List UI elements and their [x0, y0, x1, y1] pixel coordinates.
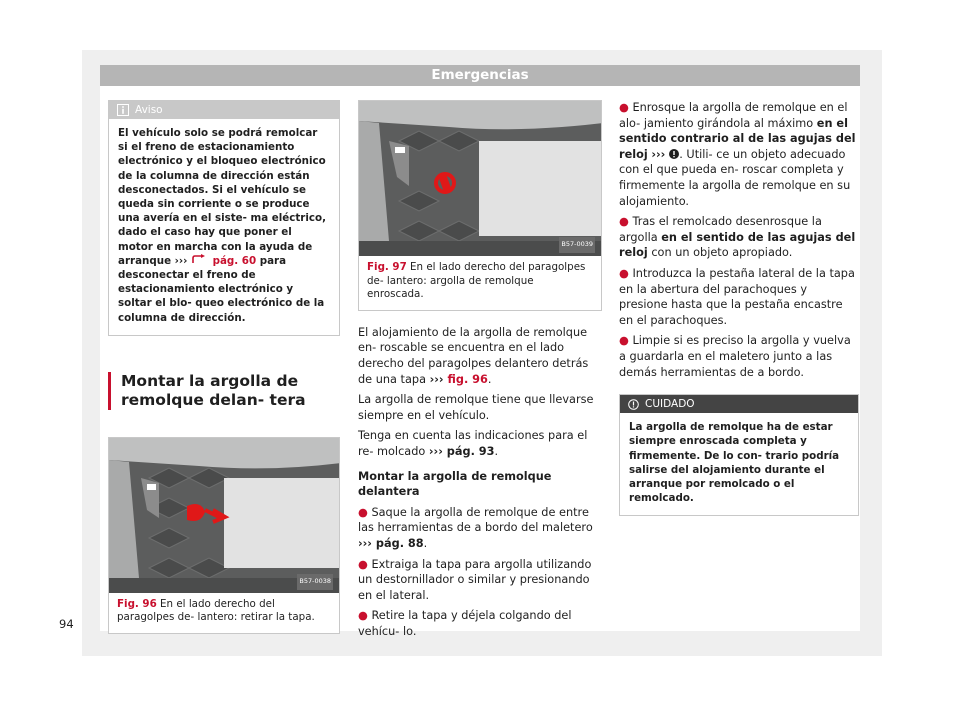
link-caution[interactable] — [651, 148, 679, 161]
step-3-text: Retire la tapa y déjela colgando del vehícu- lo. — [358, 609, 572, 638]
caution-header — [620, 395, 858, 413]
step-7-text: Limpie si es preciso la argolla y vuelva a guardarla en el maletero junto a las demás herramientas de a bordo. — [619, 334, 851, 379]
figure-96 — [108, 437, 340, 634]
figure-97-image — [359, 101, 601, 256]
step-4 — [619, 100, 859, 209]
caution-icon — [669, 149, 679, 159]
arrow-ref-icon — [191, 254, 209, 265]
figure-97-label: Fig. 97 — [367, 261, 407, 273]
info-icon — [117, 104, 129, 116]
step-6 — [619, 266, 859, 328]
step-5-bold: en el sentido de las agujas del reloj — [619, 230, 856, 260]
step-4-bold: en el sentido contrario al de las agujas del reloj — [619, 116, 856, 161]
paragraph-3-end: . — [494, 444, 499, 458]
link-fig-96-text: fig. 96 — [447, 372, 488, 386]
step-1-text: Saque la argolla de remolque de entre las herramientas de a bordo del maletero — [358, 505, 593, 535]
paragraph-3-text: Tenga en cuenta las indicaciones para el re- molcado — [358, 429, 588, 458]
section-heading: Montar la argolla de remolque delan- tera — [108, 372, 340, 410]
paragraph-1-end: . — [487, 372, 492, 386]
step-5-text: Tras el remolcado desenrosque la argolla — [619, 215, 822, 244]
figure-97-code: B57-0039 — [559, 237, 595, 253]
aviso-box — [108, 100, 340, 336]
left-column — [108, 100, 340, 634]
caution-text: La argolla de remolque ha de estar siempre enroscada completa y firmemente. De lo con- trario podría salirse del alojamiento durante el arranque por remolcado o el remolcado. — [629, 421, 840, 505]
aviso-text — [109, 119, 339, 335]
paragraph-3 — [358, 428, 596, 459]
right-column — [619, 100, 859, 516]
figure-97-caption — [359, 256, 601, 310]
aviso-header — [109, 101, 339, 119]
step-1-end: . — [423, 536, 428, 550]
step-2-text: Extraiga la tapa para argolla utilizando un destornillador o similar y presionando en el lateral. — [358, 557, 592, 602]
bullet: ● — [358, 557, 368, 571]
bullet: ● — [619, 215, 629, 229]
link-pag-93[interactable]: ››› pág. 93 — [428, 444, 495, 458]
figure-97 — [358, 100, 602, 311]
figure-96-image — [109, 438, 339, 593]
page-number: 94 — [59, 617, 74, 631]
aviso-reference[interactable] — [175, 255, 260, 267]
caution-box — [619, 394, 859, 516]
link-pag-88[interactable]: ››› pág. 88 — [358, 536, 424, 550]
aviso-ref-arrows: ››› — [174, 254, 188, 267]
step-1 — [358, 505, 596, 552]
middle-column — [358, 100, 602, 644]
step-5-end: con un objeto apropiado. — [651, 246, 793, 260]
figure-96-label: Fig. 96 — [117, 597, 157, 610]
aviso-text-part-2: para desconectar el freno de estacionamiento electrónico y soltar el blo- queo electrónico de la columna de dirección. — [118, 254, 325, 324]
caution-title: CUIDADO — [645, 398, 695, 411]
caution-icon — [628, 399, 639, 410]
figure-96-caption — [109, 593, 339, 633]
subheading: Montar la argolla de remolque delantera — [358, 469, 552, 499]
step-4-text: Enrosque la argolla de remolque en el alo- jamiento girándola al máximo — [619, 101, 848, 130]
bullet: ● — [619, 266, 629, 280]
bullet: ● — [358, 505, 368, 519]
step-4-end: . Utili- ce un objeto adecuado con el que pueda en- roscar completa y firmemente la argolla de remolque en su alojamiento. — [619, 147, 851, 208]
figure-97-caption-text: En el lado derecho del paragolpes de- lantero: argolla de remolque enroscada. — [367, 261, 586, 301]
step-2 — [358, 557, 596, 604]
bullet: ● — [619, 334, 629, 348]
step-5 — [619, 214, 859, 261]
paragraph-1 — [358, 325, 596, 387]
figure-96-caption-text: En el lado derecho del paragolpes de- lantero: retirar la tapa. — [117, 597, 315, 624]
bullet: ● — [358, 609, 368, 623]
bumper-tow-eye-illustration — [359, 101, 601, 256]
step-3 — [358, 608, 596, 639]
aviso-ref-page: pág. 60 — [212, 254, 257, 267]
bullet: ● — [619, 101, 629, 114]
middle-text — [358, 325, 596, 640]
page-header: Emergencias — [100, 65, 860, 86]
link-caution-arrows: ››› — [651, 147, 666, 161]
aviso-text-part-1: El vehículo solo se podrá remolcar si el freno de estacionamiento electrónico y el bloqueo electrónico de la columna de dirección están desconectados. Si el vehículo se queda sin corriente o se produce una avería en el siste- ma eléctrico, dado el caso hay que poner el motor en marcha con la ayuda de arranque — [118, 127, 327, 267]
figure-96-code: B57-0038 — [297, 574, 333, 590]
paragraph-1-text: El alojamiento de la argolla de remolque en- roscable se encuentra en el lado derecho del paragolpes delantero detrás de una tapa — [358, 325, 589, 386]
step-7 — [619, 333, 859, 380]
aviso-title: Aviso — [135, 104, 163, 116]
bumper-tow-cover-illustration — [109, 438, 339, 593]
link-fig-96[interactable]: ›››​ fig. 96 — [429, 372, 488, 386]
step-6-text: Introduzca la pestaña lateral de la tapa en la abertura del parachoques y presione hasta que la pestaña encastre en el parachoques. — [619, 266, 855, 327]
paragraph-2: La argolla de remolque tiene que llevarse siempre en el vehículo. — [358, 393, 594, 422]
